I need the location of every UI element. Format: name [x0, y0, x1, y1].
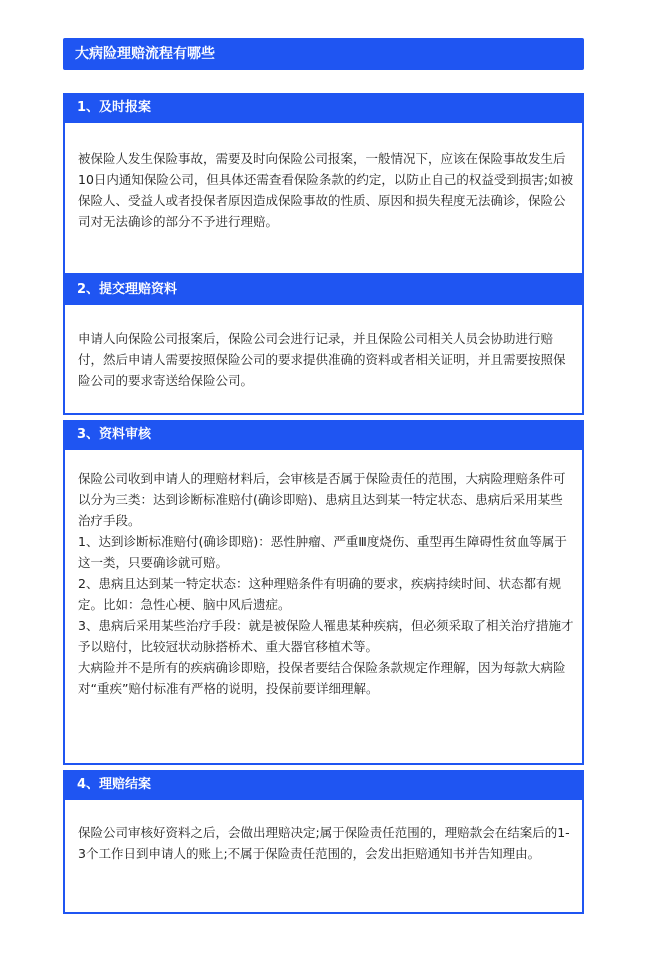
paragraph: 被保险人发生保险事故，需要及时向保险公司报案，一般情况下，应该在保险事故发生后10日内通知保险公司，但具体还需查看保险条款的约定，以防止自己的权益受到损害;如被保险人、受益人或者投保者原因造成保险事故的性质、原因和损失程度无法确诊，保险公司对无法确诊的部分不予进行理赔。: [78, 151, 574, 229]
section-heading-3: 3、资料审核: [63, 420, 584, 450]
section-body-4: [78, 822, 574, 864]
paragraph: 2、患病且达到某一特定状态：这种理赔条件有明确的要求，疾病持续时间、状态都有规定。比如：急性心梗、脑中风后遗症。: [78, 576, 561, 612]
paragraph: 3、患病后采用某些治疗手段：就是被保险人罹患某种疾病，但必须采取了相关治疗措施才予以赔付，比较冠状动脉搭桥术、重大器官移植术等。: [78, 618, 574, 654]
section-body-1: [78, 148, 574, 232]
paragraph: 大病险并不是所有的疾病确诊即赔，投保者要结合保险条款规定作理解，因为每款大病险对“重疾”赔付标准有严格的说明，投保前要详细理解。: [78, 660, 566, 696]
paragraph: 1、达到诊断标准赔付(确诊即赔)：恶性肿瘤、严重Ⅲ度烧伤、重型再生障碍性贫血等属于这一类，只要确诊就可赔。: [78, 534, 567, 570]
paragraph: 保险公司审核好资料之后，会做出理赔决定;属于保险责任范围的，理赔款会在结案后的1-3个工作日到申请人的账上;不属于保险责任范围的，会发出拒赔通知书并告知理由。: [78, 825, 570, 861]
section-heading-4: 4、理赔结案: [63, 770, 584, 800]
section-heading-2: 2、提交理赔资料: [63, 275, 584, 305]
section-body-3: [78, 468, 574, 699]
section-body-2: [78, 328, 574, 391]
paragraph: 申请人向保险公司报案后，保险公司会进行记录，并且保险公司相关人员会协助进行赔付，然后申请人需要按照保险公司的要求提供准确的资料或者相关证明，并且需要按照保险公司的要求寄送给保险公司。: [78, 331, 566, 388]
paragraph: 保险公司收到申请人的理赔材料后，会审核是否属于保险责任的范围，大病险理赔条件可以分为三类：达到诊断标准赔付(确诊即赔)、患病且达到某一特定状态、患病后采用某些治疗手段。: [78, 471, 566, 528]
page-title: 大病险理赔流程有哪些: [63, 38, 584, 70]
section-heading-1: 1、及时报案: [63, 93, 584, 123]
